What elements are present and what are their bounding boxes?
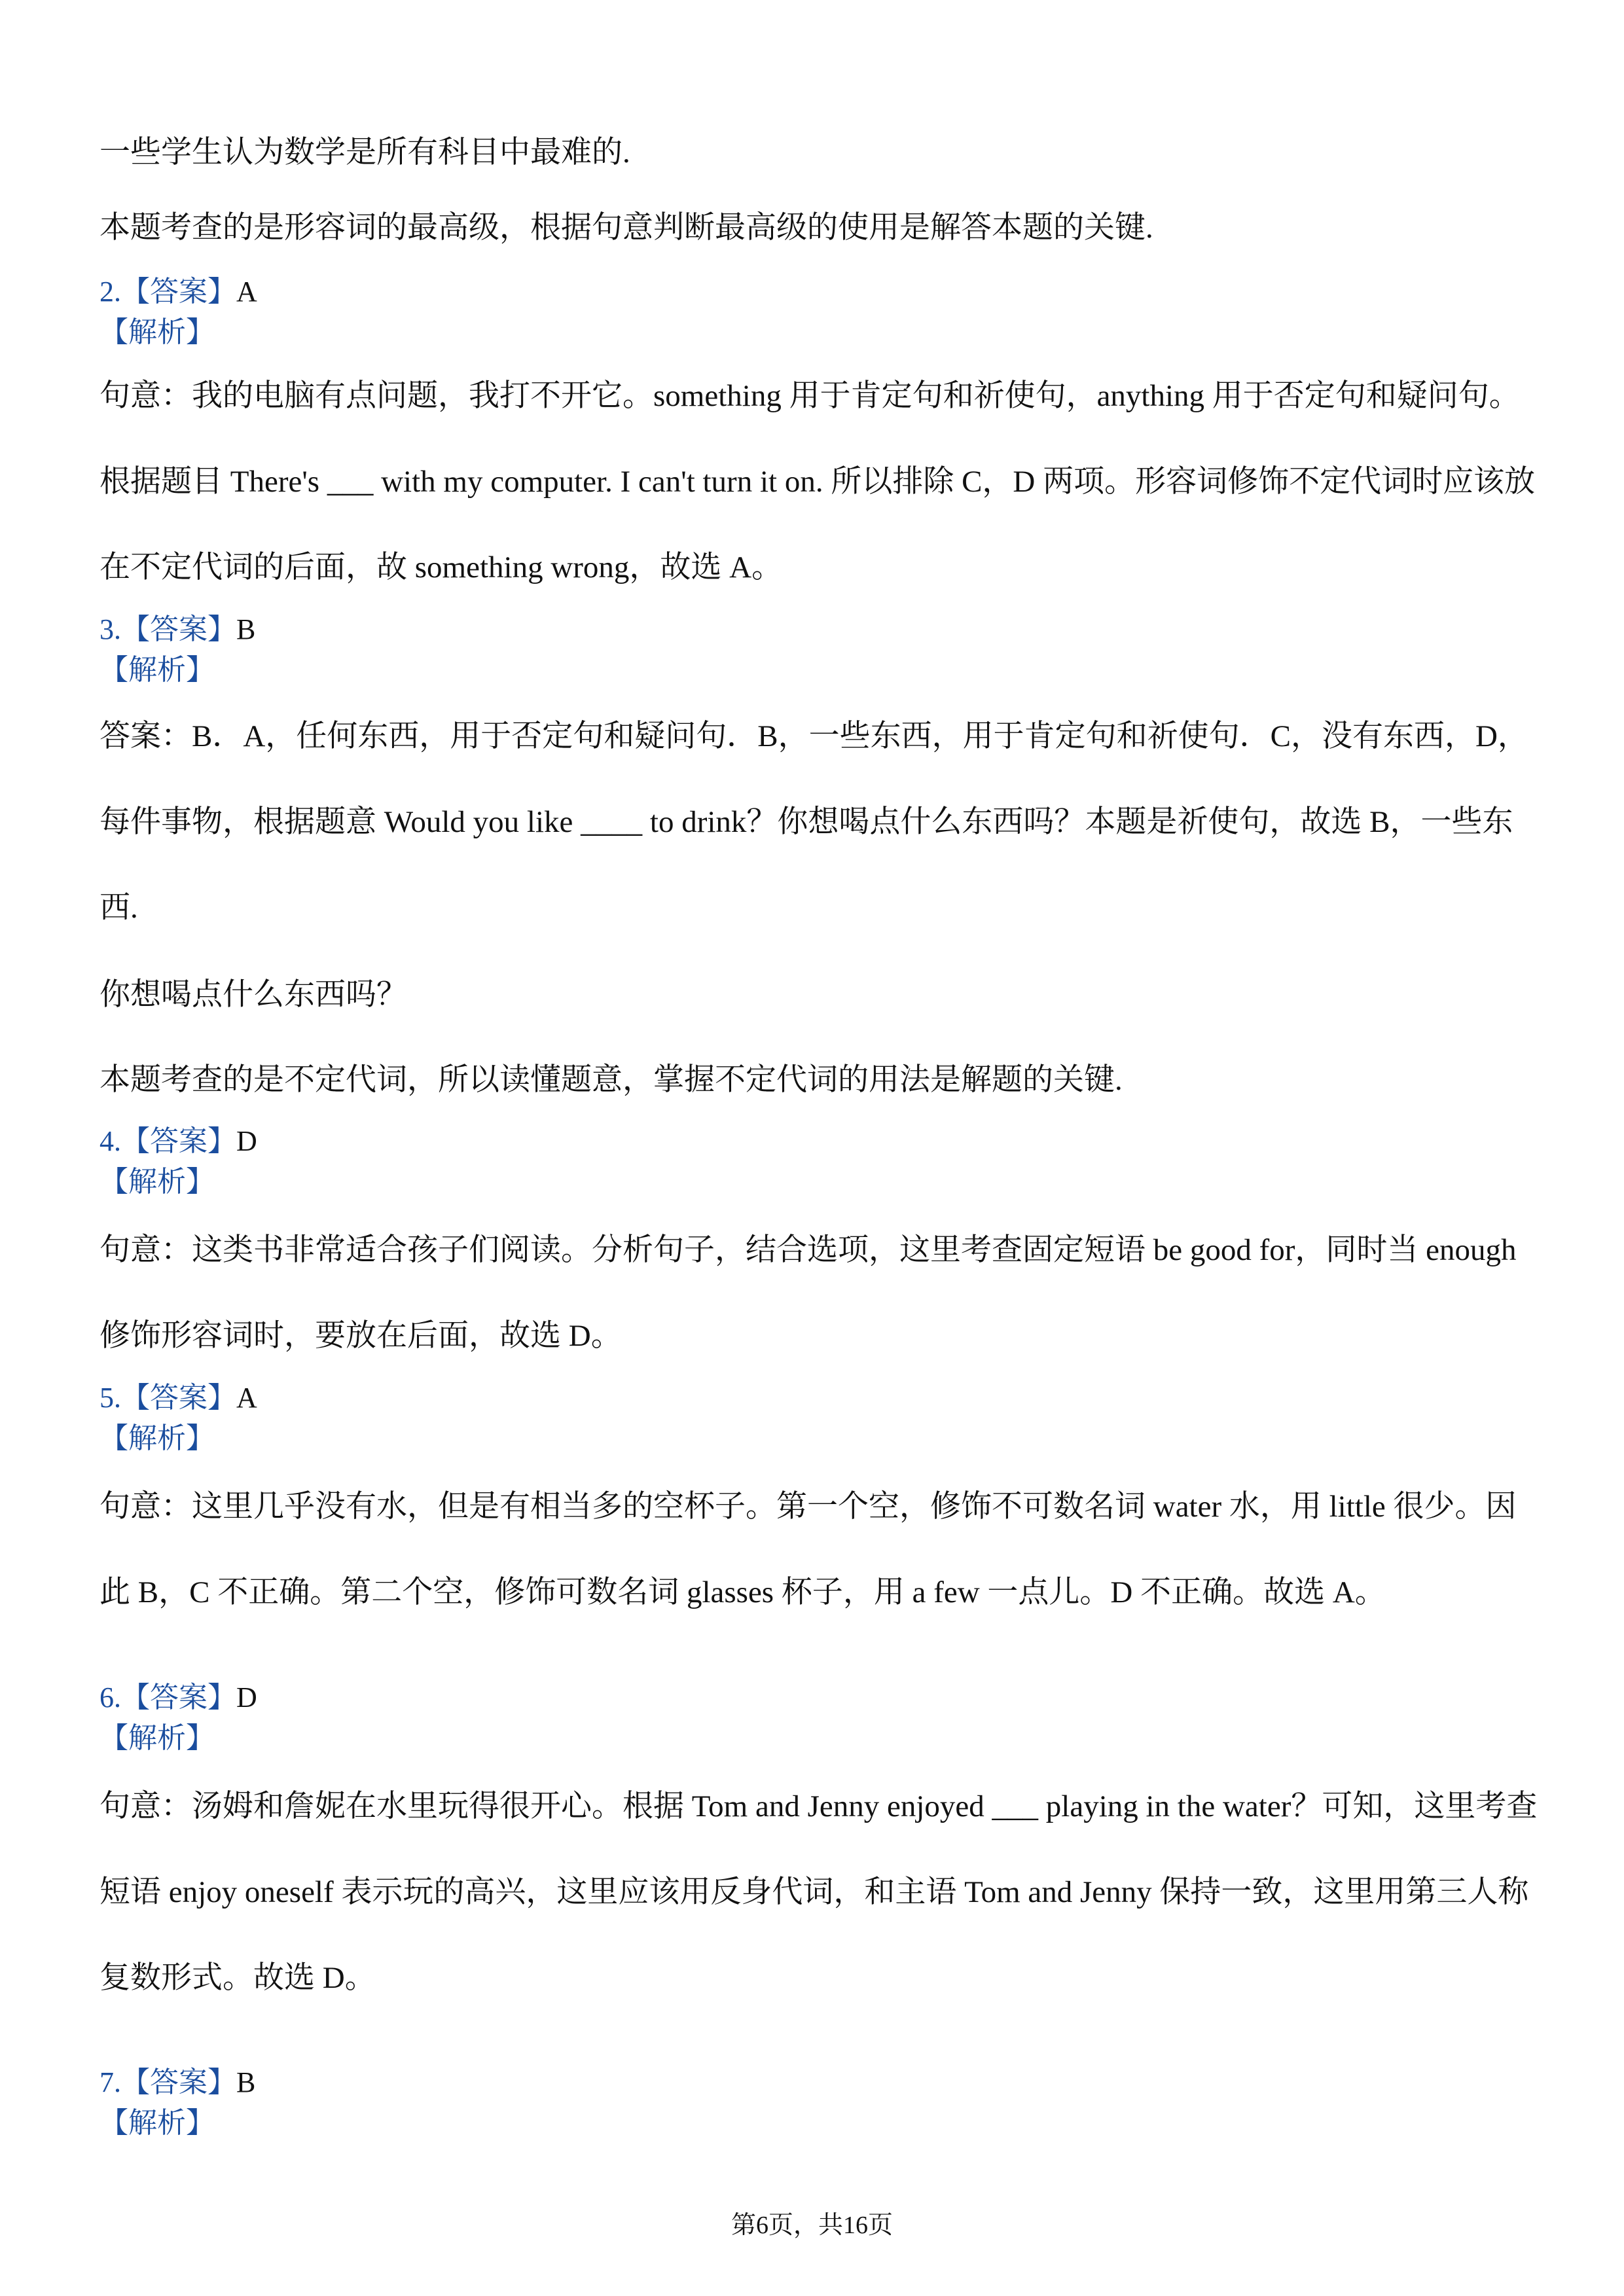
paragraph-q6-analysis: 句意：汤姆和詹妮在水里玩得很开心。根据 Tom and Jenny enjoyed ___ playing in the water？可知，这里考查短语 enjoy oneself 表示玩的高兴，这里应该用反身代词，和主语 Tom and Jenny 保持一致，这里用第三人称复数形式。故选 D。: [99, 1789, 1538, 1995]
answer-label: 2.【答案】: [99, 276, 236, 308]
answer-label: 3.【答案】: [99, 613, 236, 645]
answer-heading-3: [99, 609, 255, 651]
paragraph-q1-note: 本题考查的是形容词的最高级，根据句意判断最高级的使用是解答本题的关键.: [99, 211, 1153, 245]
answer-label: 7.【答案】: [99, 2066, 236, 2098]
paragraph-q4-analysis: 句意：这类书非常适合孩子们阅读。分析句子，结合选项，这里考查固定短语 be good for，同时当 enough 修饰形容词时，要放在后面，故选 D。: [99, 1233, 1517, 1353]
analysis-heading-6: 【解析】: [99, 1722, 215, 1754]
answer-heading-2: [99, 271, 257, 313]
page-footer: 第6页，共16页: [731, 2212, 893, 2239]
paragraph-q5-analysis: 句意：这里几乎没有水，但是有相当多的空杯子。第一个空，修饰不可数名词 water 水，用 little 很少。因此 B，C 不正确。第二个空，修饰可数名词 glasses 杯子，用 a few 一点儿。D 不正确。故选 A。: [99, 1490, 1517, 1609]
paragraph-q3-note: 本题考查的是不定代词，所以读懂题意，掌握不定代词的用法是解题的关键.: [99, 1063, 1123, 1097]
analysis-heading-3: 【解析】: [99, 654, 215, 686]
paragraph-q2-analysis: 句意：我的电脑有点问题，我打不开它。something 用于肯定句和祈使句，anything 用于否定句和疑问句。根据题目 There's ___ with my computer. I can't turn it on. 所以排除 C，D 两项。形容词修饰不定代词时应该放在不定代词的后面，故 something wrong，故选 A。: [99, 379, 1536, 584]
paragraph-q1-translation: 一些学生认为数学是所有科目中最难的.: [99, 135, 630, 170]
analysis-heading-5: 【解析】: [99, 1422, 215, 1454]
answer-value: D: [236, 1681, 257, 1713]
answer-label: 6.【答案】: [99, 1681, 236, 1713]
answer-value: A: [236, 1382, 257, 1414]
answer-value: B: [236, 2066, 256, 2098]
answer-label: 4.【答案】: [99, 1125, 236, 1157]
answer-value: A: [236, 276, 257, 308]
analysis-heading-7: 【解析】: [99, 2107, 215, 2139]
answer-heading-5: [99, 1377, 257, 1419]
answer-value: B: [236, 613, 256, 645]
analysis-heading-2: 【解析】: [99, 316, 215, 348]
document-page: [99, 0, 1540, 2296]
answer-heading-6: [99, 1677, 257, 1719]
analysis-heading-4: 【解析】: [99, 1166, 215, 1198]
paragraph-q3-analysis: 答案：B．A，任何东西，用于否定句和疑问句．B，一些东西，用于肯定句和祈使句．C，没有东西，D，每件事物，根据题意 Would you like ____ to drink？你想喝点什么东西吗？本题是祈使句，故选 B，一些东西.: [99, 719, 1528, 925]
answer-label: 5.【答案】: [99, 1382, 236, 1414]
paragraph-q3-translation: 你想喝点什么东西吗？: [99, 978, 407, 1012]
answer-heading-7: [99, 2062, 255, 2104]
answer-heading-4: [99, 1121, 257, 1162]
answer-value: D: [236, 1125, 257, 1157]
